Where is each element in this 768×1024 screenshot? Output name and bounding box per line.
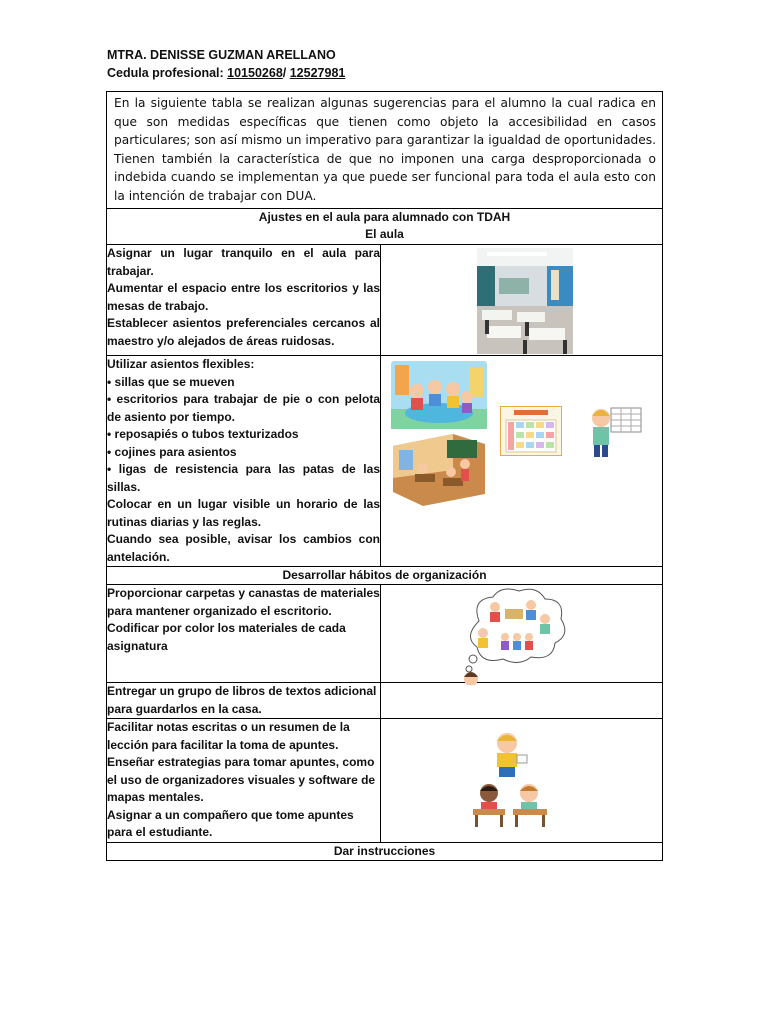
cedula-number-2: 12527981 bbox=[289, 66, 346, 80]
classroom-cartoon-illustration bbox=[393, 434, 485, 506]
row-2-line: • cojines para asientos bbox=[107, 444, 237, 459]
document-header bbox=[107, 46, 345, 82]
row-3-text bbox=[107, 585, 381, 683]
children-playing-illustration bbox=[391, 361, 487, 429]
row-1-image-cell bbox=[381, 245, 663, 356]
row-1-line: Aumentar el espacio entre los escritorios y las mesas de trabajo. bbox=[107, 281, 380, 313]
author-name: MTRA. DENISSE GUZMAN ARELLANO bbox=[107, 48, 336, 62]
row-5-line: Asignar a un compañero que tome apuntes para el estudiante. bbox=[107, 807, 354, 839]
schedule-chart-illustration bbox=[500, 406, 562, 456]
row-4-empty-cell bbox=[381, 683, 663, 719]
row-2-line: • sillas que se mueven bbox=[107, 374, 235, 389]
section-instrucciones: Dar instrucciones bbox=[333, 843, 436, 858]
cedula-number-1: 10150268 bbox=[227, 66, 283, 80]
row-2-text bbox=[107, 356, 381, 567]
row-2-line: • reposapiés o tubos texturizados bbox=[107, 427, 299, 441]
students-at-desks-illustration bbox=[473, 729, 549, 829]
row-5-image-cell bbox=[381, 719, 663, 843]
cedula-label: Cedula profesional: bbox=[107, 66, 228, 80]
intro-text: En la siguiente tabla se realizan algunas sugerencias para el alumno la cual radica en que son medidas específicas que tienen como objeto la accesibilidad en casos particulares; son así mismo un imperativo para garantizar la igualdad de oportunidades. Tienen también la característica de que no imponen una carga desproporcionada o indebida cuando se implementan ya que puede ser funcional para toda el aula esto con la intención de trabajar con DUA. bbox=[114, 96, 656, 203]
row-2-line: Utilizar asientos flexibles: bbox=[107, 357, 255, 371]
section-title: Ajustes en el aula para alumnado con TDAH bbox=[258, 210, 511, 224]
row-4-line: Entregar un grupo de libros de textos adicional para guardarlos en la casa. bbox=[107, 684, 377, 716]
section-aula: El aula bbox=[365, 227, 404, 241]
row-4-text bbox=[107, 683, 381, 719]
row-2-line: Cuando sea posible, avisar los cambios con antelación. bbox=[107, 532, 380, 564]
row-2-line: • escritorios para trabajar de pie o con pelota de asiento por tiempo. bbox=[107, 392, 380, 424]
row-5-text bbox=[107, 719, 381, 843]
row-1-line: Establecer asientos preferenciales cercanos al maestro y/o alejados de áreas ruidosas. bbox=[107, 316, 380, 348]
row-3-image-cell bbox=[381, 585, 663, 683]
section-instrucciones-cell bbox=[107, 842, 663, 860]
row-3-line: Proporcionar carpetas y canastas de materiales para mantener organizado el escritorio. bbox=[107, 586, 380, 618]
row-2-image-cell bbox=[381, 356, 663, 567]
cedula-line bbox=[107, 64, 345, 82]
row-5-line: Facilitar notas escritas o un resumen de la lección para facilitar la toma de apuntes. bbox=[107, 720, 350, 752]
boy-with-chart-illustration bbox=[587, 404, 645, 460]
intro-cell bbox=[107, 92, 663, 209]
adjustments-table bbox=[106, 91, 663, 861]
row-1-line: Asignar un lugar tranquilo en el aula para trabajar. bbox=[107, 246, 380, 278]
section-organizacion-cell bbox=[107, 567, 663, 585]
row-5-line: Enseñar estrategias para tomar apuntes, como el uso de organizadores visuales y software de mapas mentales. bbox=[107, 755, 376, 804]
section-organizacion: Desarrollar hábitos de organización bbox=[282, 568, 487, 582]
row-2-line: • ligas de resistencia para las patas de las sillas. bbox=[107, 462, 380, 494]
section-title-cell bbox=[107, 209, 663, 245]
thought-cloud-illustration bbox=[461, 585, 571, 685]
classroom-photo bbox=[477, 248, 573, 354]
row-3-line: Codificar por color los materiales de cada asignatura bbox=[107, 621, 346, 653]
row-1-text bbox=[107, 245, 381, 356]
cedula-separator: / bbox=[282, 66, 290, 80]
row-2-line: Colocar en un lugar visible un horario de las rutinas diarias y las reglas. bbox=[107, 497, 380, 529]
